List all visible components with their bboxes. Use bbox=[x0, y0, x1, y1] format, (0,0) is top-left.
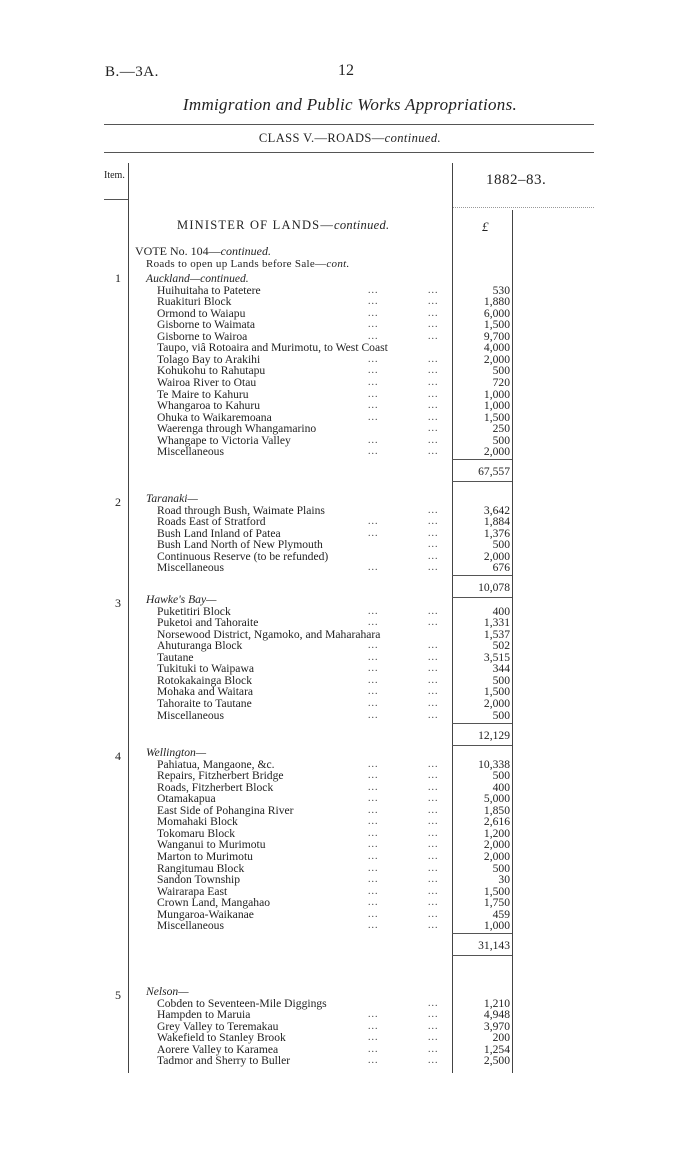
row-label: Tautane bbox=[157, 650, 194, 664]
table-row bbox=[0, 709, 700, 722]
leader-dots: ... bbox=[368, 330, 379, 342]
row-amount: 500 bbox=[492, 433, 510, 447]
row-label: Miscellaneous bbox=[157, 708, 224, 722]
row-label: Puketitiri Block bbox=[157, 604, 231, 618]
row-label: Continuous Reserve (to be refunded) bbox=[157, 549, 329, 563]
region-heading: Taranaki— bbox=[146, 492, 198, 505]
row-label: Norsewood District, Ngamoko, and Maharahara bbox=[157, 627, 381, 641]
row-amount: 2,500 bbox=[483, 1054, 510, 1068]
leader-dots: ... bbox=[428, 1032, 439, 1044]
row-amount: 500 bbox=[492, 673, 510, 687]
leader-dots: ... bbox=[368, 908, 379, 920]
leader-dots: ... bbox=[368, 897, 379, 909]
subtotal: 31,143 bbox=[478, 939, 510, 953]
row-amount: 1,880 bbox=[483, 295, 510, 309]
leader-dots: ... bbox=[368, 1020, 379, 1032]
class-heading bbox=[0, 131, 700, 146]
row-amount: 459 bbox=[492, 907, 510, 921]
leader-dots: ... bbox=[368, 758, 379, 770]
row-amount: 2,000 bbox=[483, 549, 510, 563]
row-amount: 2,000 bbox=[483, 849, 510, 863]
subtotal: 67,557 bbox=[478, 465, 510, 479]
row-amount: 2,000 bbox=[483, 838, 510, 852]
row-label: Mungaroa-Waikanae bbox=[157, 907, 254, 921]
row-amount: 1,750 bbox=[483, 896, 510, 910]
leader-dots: ... bbox=[368, 296, 379, 308]
row-amount: 4,000 bbox=[483, 341, 510, 355]
leader-dots: ... bbox=[428, 839, 439, 851]
row-label: Roads East of Stratford bbox=[157, 515, 266, 529]
leader-dots: ... bbox=[368, 686, 379, 698]
row-amount: 1,376 bbox=[483, 526, 510, 540]
row-label: Cobden to Seventeen-Mile Diggings bbox=[157, 996, 327, 1010]
row-amount: 2,000 bbox=[483, 445, 510, 459]
leader-dots: ... bbox=[428, 686, 439, 698]
region-heading: Nelson— bbox=[146, 985, 189, 998]
leader-dots: ... bbox=[368, 605, 379, 617]
year-header-rule bbox=[452, 207, 594, 208]
row-amount: 1,500 bbox=[483, 318, 510, 332]
leader-dots: ... bbox=[428, 434, 439, 446]
class-heading-continued: continued. bbox=[384, 131, 442, 145]
leader-dots: ... bbox=[428, 850, 439, 862]
leader-dots: ... bbox=[428, 674, 439, 686]
table-row bbox=[0, 445, 700, 458]
leader-dots: ... bbox=[368, 697, 379, 709]
row-label: Tokomaru Block bbox=[157, 826, 236, 840]
row-label: East Side of Pohangina River bbox=[157, 803, 294, 817]
subtotal-rule bbox=[452, 955, 512, 956]
row-amount: 500 bbox=[492, 769, 510, 783]
row-amount: 530 bbox=[492, 283, 510, 297]
item-number: 1 bbox=[115, 271, 121, 285]
leader-dots: ... bbox=[428, 651, 439, 663]
currency-symbol: £ bbox=[482, 219, 489, 234]
leader-dots: ... bbox=[368, 709, 379, 721]
row-amount: 1,500 bbox=[483, 410, 510, 424]
leader-dots: ... bbox=[368, 319, 379, 331]
leader-dots: ... bbox=[428, 1020, 439, 1032]
leader-dots: ... bbox=[368, 411, 379, 423]
roads-heading-continued: cont. bbox=[326, 258, 350, 270]
subtotal: 10,078 bbox=[478, 581, 510, 595]
row-amount: 2,000 bbox=[483, 696, 510, 710]
row-label: Aorere Valley to Karamea bbox=[157, 1042, 279, 1056]
row-amount: 500 bbox=[492, 861, 510, 875]
roads-heading-main: Roads to open up Lands before Sale— bbox=[146, 258, 327, 270]
row-label: Gisborne to Waimata bbox=[157, 318, 256, 332]
row-label: Momahaki Block bbox=[157, 815, 238, 829]
subtotal-rule bbox=[452, 745, 512, 746]
leader-dots: ... bbox=[368, 781, 379, 793]
row-amount: 1,254 bbox=[483, 1042, 510, 1056]
row-amount: 250 bbox=[492, 422, 510, 436]
leader-dots: ... bbox=[428, 897, 439, 909]
row-amount: 1,000 bbox=[483, 919, 510, 933]
row-amount: 6,000 bbox=[483, 306, 510, 320]
document-reference: B.—3A. bbox=[105, 64, 159, 80]
leader-dots: ... bbox=[368, 640, 379, 652]
leader-dots: ... bbox=[428, 527, 439, 539]
item-number: 4 bbox=[115, 749, 121, 763]
leader-dots: ... bbox=[428, 709, 439, 721]
region-heading: Auckland—continued. bbox=[146, 272, 249, 285]
row-label: Wairarapa East bbox=[157, 884, 228, 898]
leader-dots: ... bbox=[428, 550, 439, 562]
item-number: 2 bbox=[115, 495, 121, 509]
leader-dots: ... bbox=[428, 307, 439, 319]
row-amount: 3,642 bbox=[483, 503, 510, 517]
row-label: Wairoa River to Otau bbox=[157, 375, 257, 389]
row-amount: 30 bbox=[498, 873, 510, 887]
leader-dots: ... bbox=[368, 376, 379, 388]
page-number: 12 bbox=[338, 62, 354, 79]
row-label: Roads, Fitzherbert Block bbox=[157, 780, 274, 794]
leader-dots: ... bbox=[368, 284, 379, 296]
leader-dots: ... bbox=[368, 353, 379, 365]
row-label: Marton to Murimotu bbox=[157, 849, 253, 863]
vote-heading-continued: continued. bbox=[220, 244, 271, 258]
row-label: Rotokakainga Block bbox=[157, 673, 252, 687]
row-amount: 5,000 bbox=[483, 792, 510, 806]
roads-heading bbox=[146, 258, 350, 270]
leader-dots: ... bbox=[368, 885, 379, 897]
leader-dots: ... bbox=[368, 850, 379, 862]
vote-heading-main: VOTE No. 104— bbox=[135, 244, 221, 258]
row-label: Crown Land, Mangahao bbox=[157, 896, 271, 910]
leader-dots: ... bbox=[368, 365, 379, 377]
item-header-rule bbox=[104, 199, 128, 200]
row-label: Rangitumau Block bbox=[157, 861, 245, 875]
leader-dots: ... bbox=[368, 793, 379, 805]
row-label: Huihuitaha to Patetere bbox=[157, 283, 261, 297]
leader-dots: ... bbox=[428, 816, 439, 828]
row-label: Te Maire to Kahuru bbox=[157, 387, 249, 401]
subtotal: 12,129 bbox=[478, 728, 510, 742]
row-label: Waerenga through Whangamarino bbox=[157, 422, 317, 436]
leader-dots: ... bbox=[428, 827, 439, 839]
subtotal-rule bbox=[452, 933, 512, 934]
row-amount: 1,500 bbox=[483, 884, 510, 898]
leader-dots: ... bbox=[428, 400, 439, 412]
row-amount: 4,948 bbox=[483, 1008, 510, 1022]
row-label: Kohukohu to Rahutapu bbox=[157, 364, 266, 378]
leader-dots: ... bbox=[368, 874, 379, 886]
leader-dots: ... bbox=[428, 365, 439, 377]
year-column-header: 1882–83. bbox=[486, 172, 547, 188]
row-amount: 1,210 bbox=[483, 996, 510, 1010]
minister-heading bbox=[177, 218, 389, 233]
leader-dots: ... bbox=[368, 307, 379, 319]
leader-dots: ... bbox=[428, 640, 439, 652]
row-label: Grey Valley to Teremakau bbox=[157, 1019, 279, 1033]
leader-dots: ... bbox=[428, 1043, 439, 1055]
row-amount: 1,850 bbox=[483, 803, 510, 817]
vote-heading bbox=[135, 244, 271, 259]
leader-dots: ... bbox=[368, 674, 379, 686]
row-amount: 1,000 bbox=[483, 399, 510, 413]
row-label: Repairs, Fitzherbert Bridge bbox=[157, 769, 284, 783]
leader-dots: ... bbox=[368, 827, 379, 839]
leader-dots: ... bbox=[428, 885, 439, 897]
leader-dots: ... bbox=[428, 874, 439, 886]
row-amount: 1,537 bbox=[483, 627, 510, 641]
table-row bbox=[0, 919, 700, 932]
leader-dots: ... bbox=[368, 516, 379, 528]
row-amount: 2,616 bbox=[483, 815, 510, 829]
row-label: Ahuturanga Block bbox=[157, 639, 243, 653]
row-amount: 2,000 bbox=[483, 352, 510, 366]
leader-dots: ... bbox=[428, 562, 439, 574]
row-label: Miscellaneous bbox=[157, 445, 224, 459]
leader-dots: ... bbox=[368, 920, 379, 932]
leader-dots: ... bbox=[428, 353, 439, 365]
leader-dots: ... bbox=[428, 770, 439, 782]
row-label: Whangaroa to Kahuru bbox=[157, 399, 261, 413]
row-amount: 400 bbox=[492, 604, 510, 618]
leader-dots: ... bbox=[428, 663, 439, 675]
leader-dots: ... bbox=[368, 862, 379, 874]
row-amount: 720 bbox=[492, 375, 510, 389]
row-amount: 200 bbox=[492, 1031, 510, 1045]
row-label: Puketoi and Tahoraite bbox=[157, 616, 259, 630]
class-rule bbox=[104, 152, 594, 153]
leader-dots: ... bbox=[428, 296, 439, 308]
leader-dots: ... bbox=[428, 804, 439, 816]
row-label: Miscellaneous bbox=[157, 561, 224, 575]
row-amount: 1,000 bbox=[483, 387, 510, 401]
leader-dots: ... bbox=[368, 617, 379, 629]
leader-dots: ... bbox=[368, 651, 379, 663]
leader-dots: ... bbox=[428, 862, 439, 874]
minister-heading-main: MINISTER OF LANDS— bbox=[177, 218, 335, 232]
row-amount: 400 bbox=[492, 780, 510, 794]
leader-dots: ... bbox=[428, 781, 439, 793]
item-number: 3 bbox=[115, 596, 121, 610]
leader-dots: ... bbox=[428, 908, 439, 920]
leader-dots: ... bbox=[368, 816, 379, 828]
row-amount: 1,884 bbox=[483, 515, 510, 529]
leader-dots: ... bbox=[368, 1043, 379, 1055]
class-heading-main: CLASS V.—ROADS— bbox=[258, 131, 385, 145]
row-label: Ormond to Waiapu bbox=[157, 306, 246, 320]
row-amount: 676 bbox=[492, 561, 510, 575]
subtotal-rule bbox=[452, 723, 512, 724]
row-label: Road through Bush, Waimate Plains bbox=[157, 503, 325, 517]
row-amount: 10,338 bbox=[478, 757, 510, 771]
row-label: Tukituki to Waipawa bbox=[157, 662, 254, 676]
leader-dots: ... bbox=[428, 793, 439, 805]
row-amount: 1,331 bbox=[483, 616, 510, 630]
leader-dots: ... bbox=[428, 446, 439, 458]
leader-dots: ... bbox=[428, 504, 439, 516]
leader-dots: ... bbox=[428, 516, 439, 528]
leader-dots: ... bbox=[428, 920, 439, 932]
row-amount: 500 bbox=[492, 364, 510, 378]
leader-dots: ... bbox=[368, 839, 379, 851]
leader-dots: ... bbox=[368, 388, 379, 400]
row-amount: 344 bbox=[492, 662, 510, 676]
page-title: Immigration and Public Works Appropriations. bbox=[182, 95, 518, 114]
leader-dots: ... bbox=[368, 1055, 379, 1067]
row-amount: 9,700 bbox=[483, 329, 510, 343]
leader-dots: ... bbox=[368, 804, 379, 816]
subtotal-rule bbox=[452, 459, 512, 460]
leader-dots: ... bbox=[428, 1009, 439, 1021]
leader-dots: ... bbox=[428, 284, 439, 296]
leader-dots: ... bbox=[428, 411, 439, 423]
row-label: Ruakituri Block bbox=[157, 295, 232, 309]
item-number: 5 bbox=[115, 988, 121, 1002]
leader-dots: ... bbox=[368, 446, 379, 458]
row-amount: 3,515 bbox=[483, 650, 510, 664]
row-label: Otamakapua bbox=[157, 792, 216, 806]
leader-dots: ... bbox=[368, 434, 379, 446]
row-label: Tadmor and Sherry to Buller bbox=[157, 1054, 291, 1068]
leader-dots: ... bbox=[428, 388, 439, 400]
row-label: Mohaka and Waitara bbox=[157, 685, 254, 699]
row-amount: 3,970 bbox=[483, 1019, 510, 1033]
row-label: Bush Land Inland of Patea bbox=[157, 526, 281, 540]
row-amount: 500 bbox=[492, 708, 510, 722]
table-row bbox=[0, 561, 700, 574]
row-amount: 502 bbox=[492, 639, 510, 653]
item-column-header: Item. bbox=[104, 170, 125, 181]
row-label: Tolago Bay to Arakihi bbox=[157, 352, 261, 366]
row-label: Ohuka to Waikaremoana bbox=[157, 410, 272, 424]
leader-dots: ... bbox=[368, 527, 379, 539]
row-label: Bush Land North of New Plymouth bbox=[157, 538, 323, 552]
leader-dots: ... bbox=[368, 770, 379, 782]
leader-dots: ... bbox=[368, 1032, 379, 1044]
leader-dots: ... bbox=[428, 319, 439, 331]
leader-dots: ... bbox=[428, 330, 439, 342]
leader-dots: ... bbox=[428, 997, 439, 1009]
region-heading: Hawke's Bay— bbox=[146, 593, 217, 606]
leader-dots: ... bbox=[428, 605, 439, 617]
row-label: Gisborne to Wairoa bbox=[157, 329, 248, 343]
leader-dots: ... bbox=[428, 423, 439, 435]
row-amount: 500 bbox=[492, 538, 510, 552]
leader-dots: ... bbox=[428, 1055, 439, 1067]
minister-heading-continued: continued. bbox=[334, 218, 390, 232]
leader-dots: ... bbox=[368, 562, 379, 574]
row-label: Miscellaneous bbox=[157, 919, 224, 933]
row-label: Tahoraite to Tautane bbox=[157, 696, 252, 710]
row-label: Wanganui to Murimotu bbox=[157, 838, 266, 852]
leader-dots: ... bbox=[368, 400, 379, 412]
leader-dots: ... bbox=[368, 663, 379, 675]
row-amount: 1,200 bbox=[483, 826, 510, 840]
leader-dots: ... bbox=[368, 1009, 379, 1021]
leader-dots: ... bbox=[428, 376, 439, 388]
subtotal-rule bbox=[452, 481, 512, 482]
row-label: Pahiatua, Mangaone, &c. bbox=[157, 757, 275, 771]
table-row bbox=[0, 1054, 700, 1067]
region-heading: Wellington— bbox=[146, 746, 207, 759]
row-label: Taupo, viâ Rotoaira and Murimotu, to West Coast bbox=[157, 341, 388, 355]
row-label: Hampden to Maruia bbox=[157, 1008, 251, 1022]
leader-dots: ... bbox=[428, 758, 439, 770]
leader-dots: ... bbox=[428, 539, 439, 551]
subtotal-rule bbox=[452, 575, 512, 576]
title-rule bbox=[104, 124, 594, 125]
row-label: Whangape to Victoria Valley bbox=[157, 433, 291, 447]
subtotal-rule bbox=[452, 597, 512, 598]
leader-dots: ... bbox=[428, 617, 439, 629]
leader-dots: ... bbox=[428, 697, 439, 709]
row-amount: 1,500 bbox=[483, 685, 510, 699]
row-label: Wakefield to Stanley Brook bbox=[157, 1031, 286, 1045]
row-label: Sandon Township bbox=[157, 873, 241, 887]
